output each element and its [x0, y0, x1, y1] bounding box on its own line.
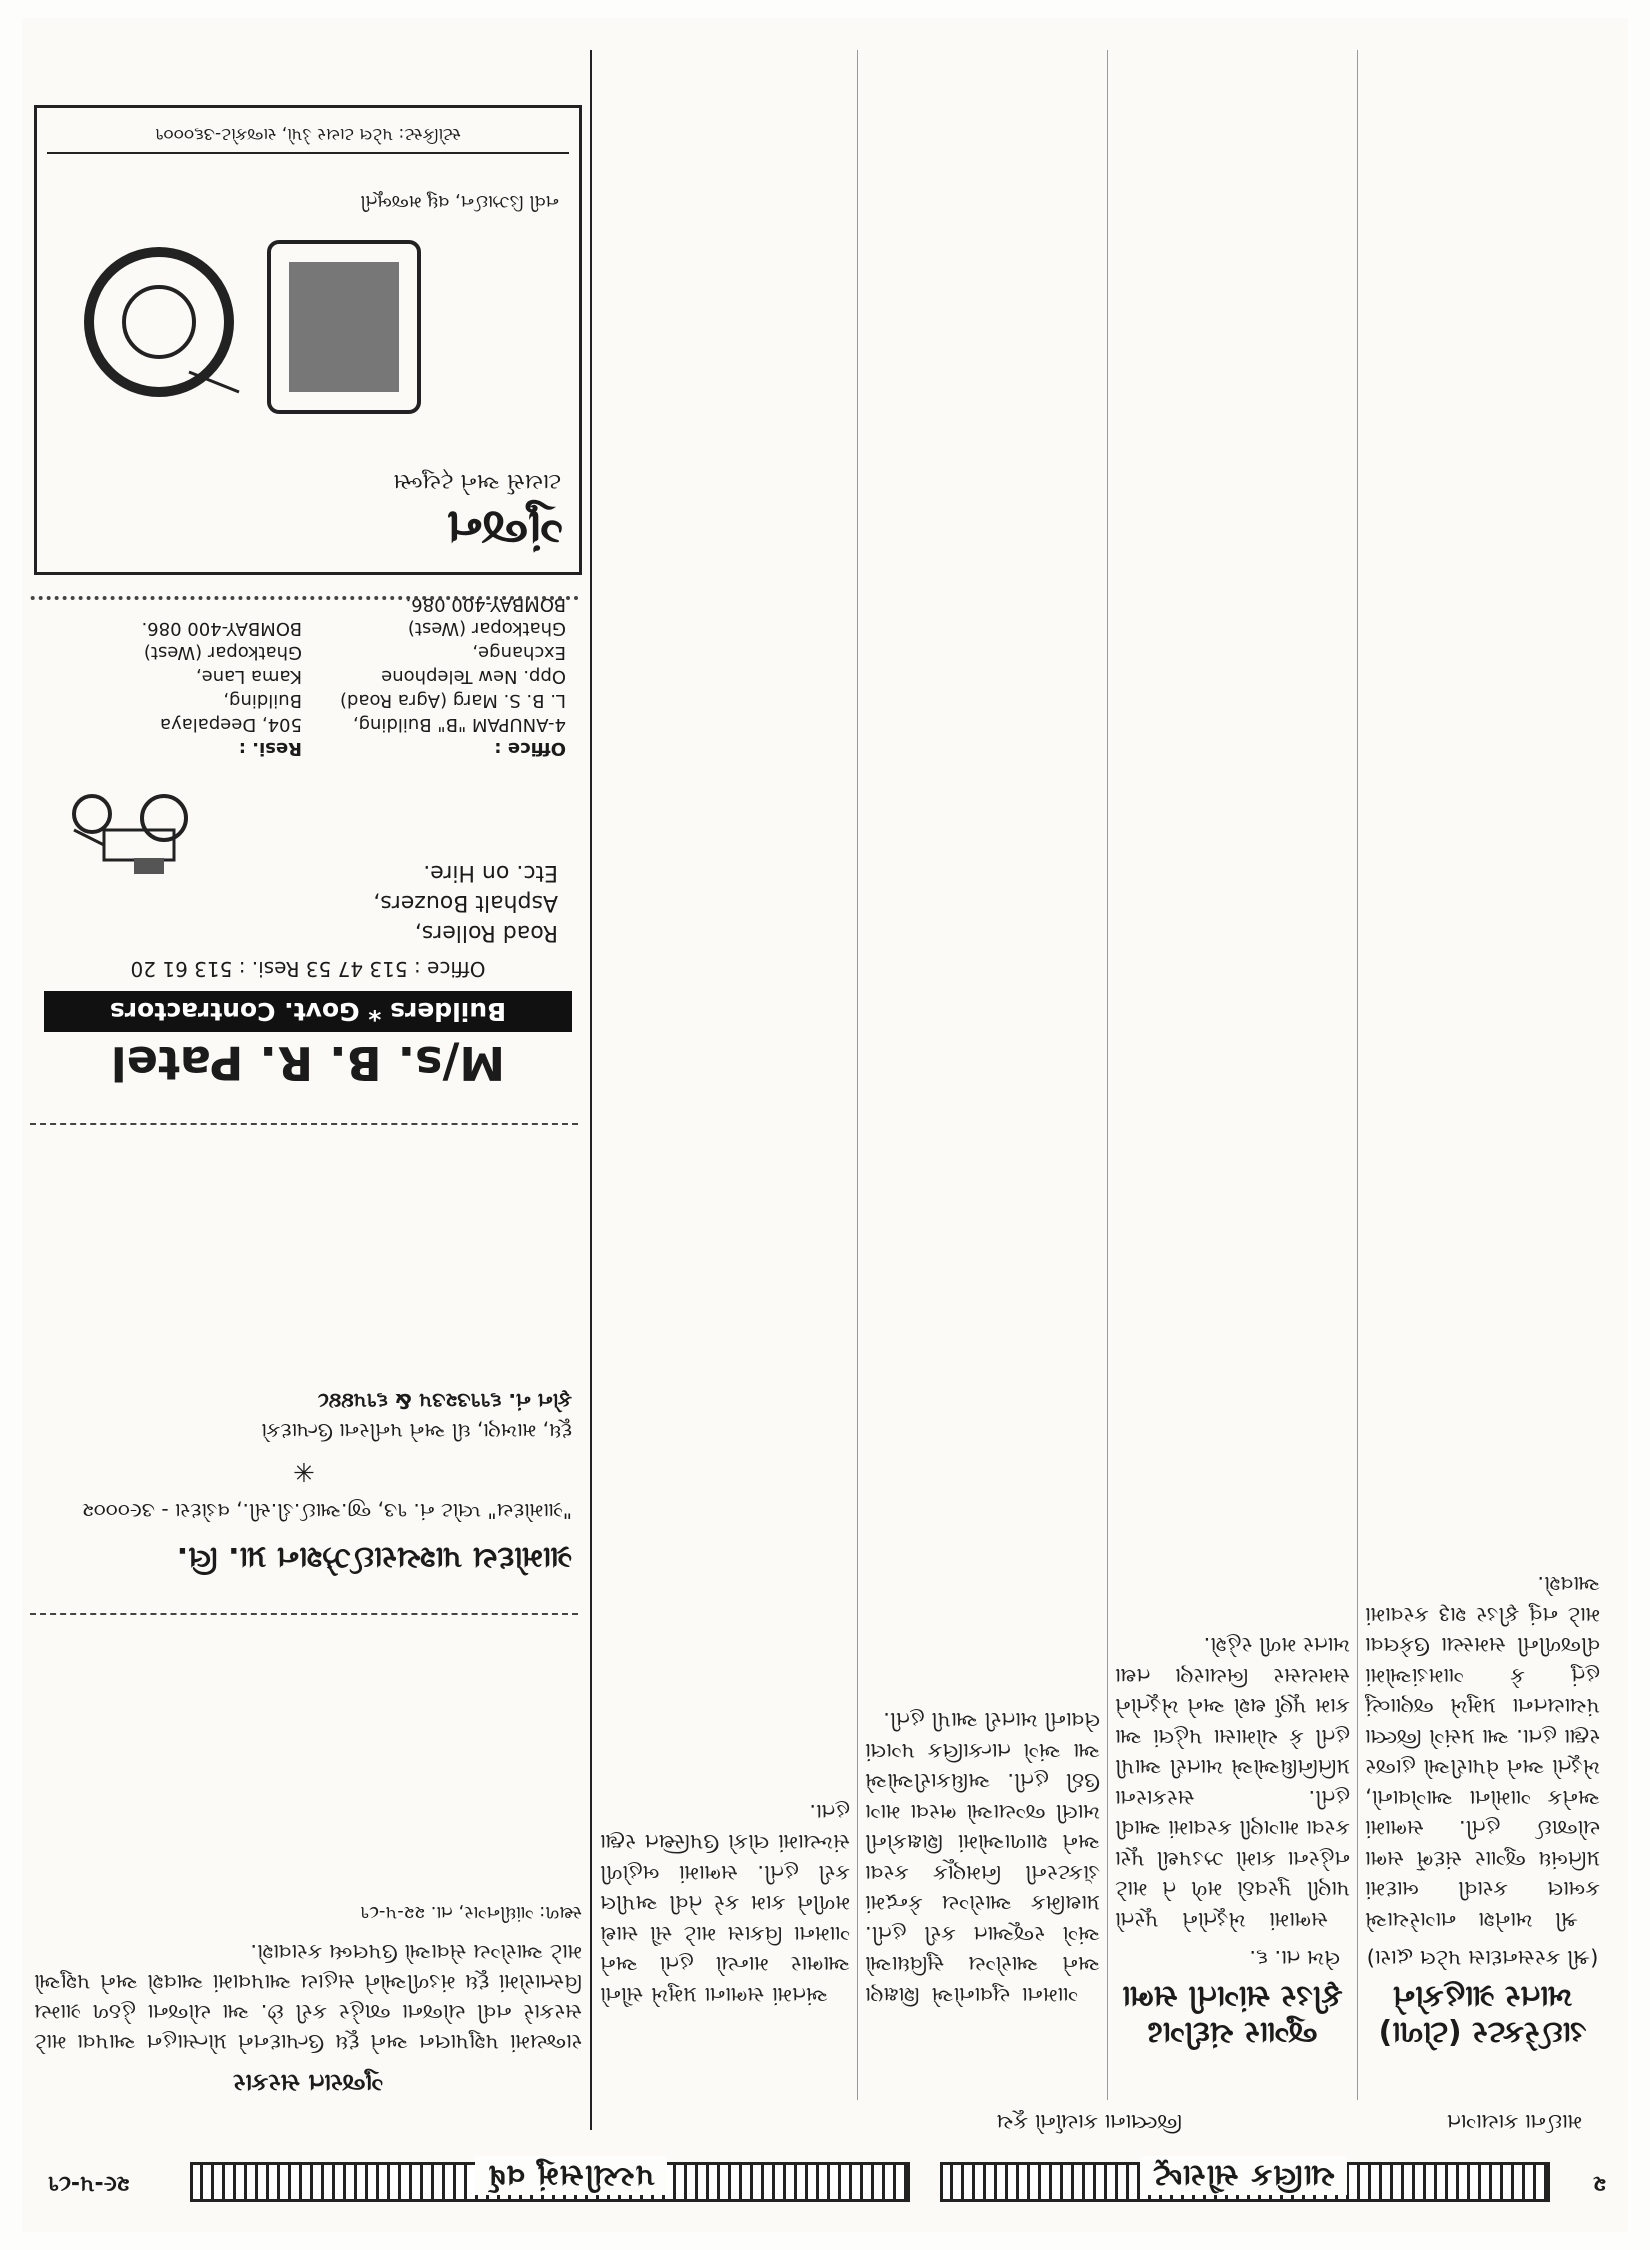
column-divider — [1357, 50, 1358, 2100]
government-notice — [34, 1657, 582, 2097]
address-line: 504, Deepalaya — [160, 714, 302, 735]
article-column-3 — [865, 46, 1100, 2010]
address-line: BOMBAY-400 086. — [405, 594, 566, 615]
tyre-dealer-info: સ્ટોકિસ્ટ: પટેલ ટાયર ડેપો, રાજકોટ-૩૬૦૦૦૧ — [47, 124, 569, 154]
address-line: L. B. S. Marg (Agra Road) — [339, 690, 566, 711]
ad-separator — [30, 596, 578, 600]
tyre-brand-subtitle: ટાયર્સ અને ટ્યુબ્સ — [393, 469, 561, 494]
issue-date: ૨૯-૫-૮૧ — [48, 2171, 130, 2196]
advertisement-column — [26, 30, 582, 2135]
address-line: Building, — [223, 690, 302, 711]
article-column-1 — [1365, 46, 1600, 2130]
dairy-firm-name: ગ્રામોદય પાશ્ચરાઈઝેશન પ્રા. લિ. — [176, 1540, 572, 1575]
service-item: Road Rollers, — [414, 920, 558, 945]
page-number: ૨ — [1593, 2171, 1606, 2196]
contractor-tagline: Builders * Govt. Contractors — [44, 991, 572, 1032]
service-item: Etc. on Hire. — [423, 860, 558, 885]
masthead-banner-right — [190, 2158, 910, 2202]
article-headline: ડાઈરેક્ટર (ટોળા) ખાતર ગ્રાહકોને — [1378, 1979, 1587, 2050]
contractor-phones: Office : 513 47 53 Resi. : 513 61 20 — [130, 957, 486, 981]
tyre-tagline: નવી ડિઝાઈન, વધુ મજબૂતી — [360, 191, 559, 212]
dairy-products: દૂધ, માખણ, ઘી અને પનીરના ઉત્પાદકો — [261, 1419, 572, 1443]
tyre-advertisement — [34, 105, 582, 575]
publication-name: ચાલિક સૌરાષ્ટ્ર — [1140, 2156, 1347, 2195]
address-line: Ghatkopar (West) — [407, 618, 566, 639]
notice-heading: ગુજરાત સરકાર — [233, 2069, 383, 2097]
star-ornament-icon: ✳ — [293, 1456, 315, 1486]
tyre-brand-name: ગુંજન — [446, 500, 563, 556]
ad-separator — [30, 1123, 578, 1125]
article-subheadline: જુગાર ચંદીગઢ ફીડર સાંગતી સભા — [1122, 1979, 1343, 2050]
address-line: BOMBAY-400 086. — [141, 618, 302, 639]
notice-body: રાજ્યમાં પશુપાલન અને દૂધ ઉત્પાદનને પ્રોત્સાહન આપવા માટે સરકારે નવી યોજના જાહેર કરી છે. આ યોજના હેઠળ ગ્રામ્ય વિસ્તારોમાં દૂધ મંડળીઓને સહાય આપવામાં આવશે અને પશુઓ માટે આરોગ્ય સેવાઓ ઉપલબ્ધ કરાવાશે. — [34, 1940, 582, 2054]
article-paragraph: અંતમાં સભાના પ્રમુખે સૌનો આભાર માન્યો હતો અને ગામના વિકાસ માટે સૌ સાથે મળીને કામ કરે તેવી અપીલ કરી હતી. સભામાં બહોળી સંખ્યામાં લોકો ઉપસ્થિત રહ્યા હતા. — [600, 1800, 850, 2007]
contractor-advertisement — [34, 590, 582, 1090]
service-item: Asphalt Bouzers, — [373, 890, 558, 915]
address-line: Opp. New Telephone Exchange, — [381, 642, 566, 687]
article-author: લેખ તા. ૬. — [1249, 1946, 1340, 1970]
top-strip-text-2: જિલ્લાના કાર્યાનો કૂચ — [996, 2110, 1182, 2134]
address-line: 4-ANUPAM "B" Building, — [352, 714, 566, 735]
dairy-phones: ફોન નં. ૬૧૧૩૨૩૫ & ૬૧૫૪૪૮ — [317, 1389, 572, 1413]
office-label: Office : — [494, 738, 566, 759]
tyre-product-illustration — [49, 232, 429, 432]
road-roller-icon — [54, 790, 204, 880]
residence-address — [52, 616, 302, 760]
top-strip-text-1: માઈના કાયાગત — [1446, 2110, 1582, 2134]
article-paragraph: ગામના યુવાનોએ શિક્ષણ અને આરોગ્ય સુવિધાઓ અંગે રજૂઆત કરી હતી. પ્રાથમિક આરોગ્ય કેન્દ્રમાં ડૉક્ટરની નિમણૂક કરવા અને શાળાઓમાં શિક્ષકોની ખાલી જગ્યાઓ ભરવા માગ ઉઠી હતી. અધિકારીઓએ આ અંગે તાત્કાલિક પગલાં લેવાની ખાતરી આપી હતી. — [865, 1708, 1100, 2007]
article-paragraph: સભામાં ખેડૂતોને પૂરતો પાણી પુરવઠો મળે તે માટે નહેરના કામો ઝડપથી પૂરા કરવા માગણી કરવામાં આવી હતી. સરકારના પ્રતિનિધિઓએ ખાતરી આપી હતી કે ચોમાસા પહેલાં આ કામ પૂર્ણ થશે અને ખેડૂતોને સમયસર બિયારણ તથા ખાતર મળી રહેશે. — [1115, 1633, 1350, 1932]
notice-caption: સ્થળ: ગાંધીનગર, તા. ૨૨-૫-૮૧ — [360, 1902, 582, 1923]
address-line: Ghatkopar (West) — [143, 642, 302, 663]
ad-separator — [30, 1613, 578, 1615]
address-line: Kama Lane, — [195, 666, 302, 687]
article-column-2 — [1115, 46, 1350, 2130]
supplement-label: પચ્ચીસમું વર્ષ — [475, 2156, 667, 2195]
article-paragraph: શ્રી ખાનેશ નાગરેચાએ કબાલ કરાવી બાદમાં પ્રતિબંધ જુગાર સંદર્ભે સભા યોજાઈ હતી. સભામાં અનેક ગામોના આગેવાનો, ખેડૂતો અને વેપારીઓ હાજર રહ્યા હતા. આ પ્રસંગે જિલ્લા પંચાયતના પ્રમુખે જણાવ્યું હતું કે ગામડાંઓમાં વીજળીની સમસ્યા ઉકેલવા માટે નવું ફીડર શરૂ કરવામાં આવશે. — [1365, 1572, 1600, 1932]
ads-divider — [590, 50, 592, 2130]
office-address — [316, 592, 566, 760]
column-divider — [857, 50, 858, 2100]
masthead-banner-left — [940, 2158, 1550, 2202]
contractor-firm-name: M/s. B. R. Patel — [110, 1036, 506, 1090]
article-column-4 — [600, 46, 850, 2010]
column-divider — [1107, 50, 1108, 2100]
article-byline: (શ્રી કરસનદાસ પટેલ દ્વારા) — [1366, 1946, 1599, 1970]
residence-label: Resi. : — [238, 738, 302, 759]
dairy-advertisement — [36, 1335, 572, 1575]
masthead — [40, 2158, 1610, 2210]
dairy-address: "ગ્રામોદય" પ્લોટ નં. ૧૩, જી.આઈ.ડી.સી., વડોદરા - ૩૯૦૦૦૨ — [81, 1499, 572, 1523]
